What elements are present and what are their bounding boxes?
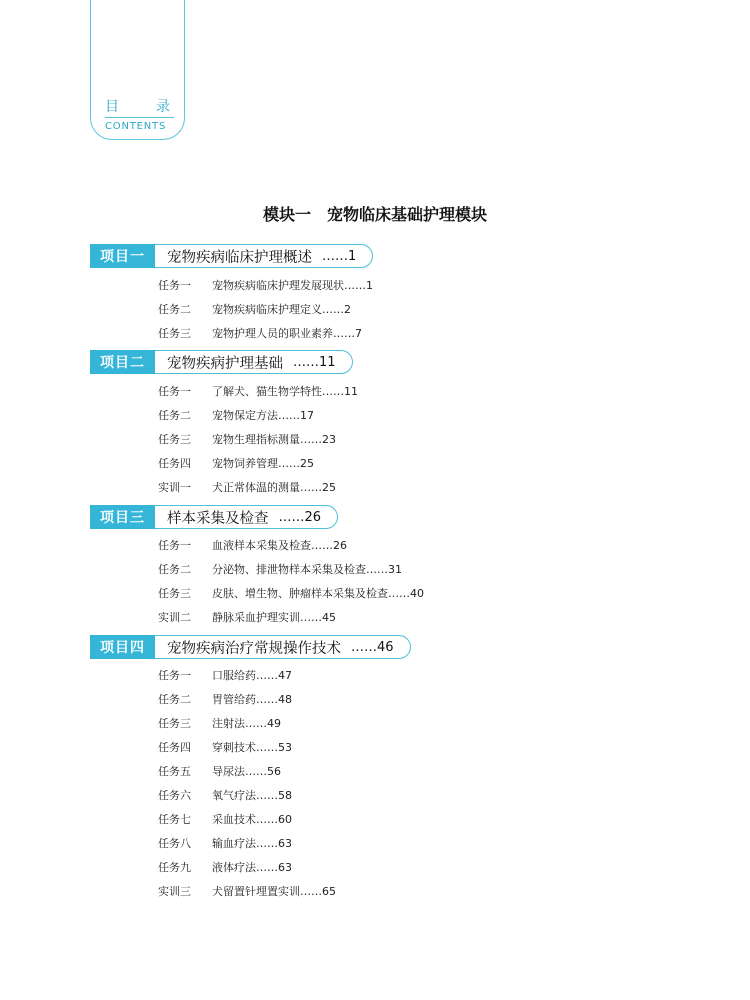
task-label: 任务九 [158,861,191,874]
task-label: 实训三 [158,885,191,898]
project-badge: 项目四 [90,635,155,659]
project-title-pill [155,244,373,268]
project-heading[interactable] [90,350,353,374]
task-entry[interactable] [158,786,292,804]
task-label: 任务二 [158,409,191,422]
task-entry[interactable] [158,324,362,342]
task-entry[interactable] [158,406,314,424]
task-entry[interactable] [158,276,373,294]
task-text: 了解犬、猫生物学特性……11 [212,385,358,398]
project-badge: 项目三 [90,505,155,529]
task-label: 任务一 [158,669,191,682]
mulu-char-1: 目 [105,99,121,115]
project-title: 宠物疾病临床护理概述 [167,249,312,266]
task-entry[interactable] [158,666,292,684]
task-entry[interactable] [158,714,281,732]
task-text: 皮肤、增生物、肿瘤样本采集及检查……40 [212,587,424,600]
project-title-pill [155,350,353,374]
project-title: 样本采集及检查 [167,510,269,527]
task-label: 任务二 [158,563,191,576]
task-label: 任务二 [158,303,191,316]
task-text: 注射法……49 [212,717,281,730]
task-text: 宠物保定方法……17 [212,409,314,422]
project-heading[interactable] [90,635,411,659]
task-text: 血液样本采集及检查……26 [212,539,347,552]
task-text: 犬正常体温的测量……25 [212,481,336,494]
task-entry[interactable] [158,454,314,472]
task-entry[interactable] [158,560,402,578]
task-entry[interactable] [158,382,358,400]
task-label: 任务六 [158,789,191,802]
project-title-pill [155,635,411,659]
task-label: 任务一 [158,279,191,292]
project-page: ……1 [322,248,357,264]
task-text: 穿刺技术……53 [212,741,292,754]
task-entry[interactable] [158,882,336,900]
task-label: 任务七 [158,813,191,826]
project-title: 宠物疾病护理基础 [167,355,283,372]
task-text: 宠物疾病临床护理定义……2 [212,303,351,316]
task-label: 任务四 [158,457,191,470]
task-entry[interactable] [158,430,336,448]
project-title: 宠物疾病治疗常规操作技术 [167,640,341,657]
task-label: 任务五 [158,765,191,778]
heading-divider [105,117,174,118]
task-entry[interactable] [158,300,351,318]
module-title: 模块一 宠物临床基础护理模块 [262,205,487,224]
task-text: 氧气疗法……58 [212,789,292,802]
mulu-heading [105,96,172,116]
task-label: 任务三 [158,717,191,730]
task-text: 宠物饲养管理……25 [212,457,314,470]
task-entry[interactable] [158,478,336,496]
task-text: 液体疗法……63 [212,861,292,874]
project-page: ……46 [351,639,394,655]
task-text: 采血技术……60 [212,813,292,826]
task-entry[interactable] [158,690,292,708]
task-entry[interactable] [158,536,347,554]
task-entry[interactable] [158,608,336,626]
task-label: 实训一 [158,481,191,494]
task-label: 任务四 [158,741,191,754]
contents-tab [90,0,185,140]
task-text: 犬留置针埋置实训……65 [212,885,336,898]
task-entry[interactable] [158,834,292,852]
task-text: 宠物护理人员的职业素养……7 [212,327,362,340]
project-page: ……11 [293,354,336,370]
task-entry[interactable] [158,858,292,876]
contents-label: CONTENTS [105,121,167,132]
task-label: 任务八 [158,837,191,850]
task-label: 任务三 [158,433,191,446]
task-label: 实训二 [158,611,191,624]
task-label: 任务一 [158,385,191,398]
task-label: 任务一 [158,539,191,552]
task-label: 任务三 [158,587,191,600]
project-page: ……26 [278,509,322,525]
task-entry[interactable] [158,762,281,780]
task-text: 静脉采血护理实训……45 [212,611,336,624]
task-label: 任务三 [158,327,191,340]
task-text: 胃管给药……48 [212,693,292,706]
task-text: 输血疗法……63 [212,837,292,850]
task-text: 导尿法……56 [212,765,281,778]
task-text: 口服给药……47 [212,669,292,682]
task-entry[interactable] [158,584,424,602]
project-heading[interactable] [90,244,373,268]
task-entry[interactable] [158,810,292,828]
project-badge: 项目一 [90,244,155,268]
task-text: 宠物生理指标测量……23 [212,433,336,446]
mulu-char-2: 录 [156,99,172,115]
project-heading[interactable] [90,505,338,529]
task-text: 分泌物、排泄物样本采集及检查……31 [212,563,402,576]
task-label: 任务二 [158,693,191,706]
task-entry[interactable] [158,738,292,756]
task-text: 宠物疾病临床护理发展现状……1 [212,279,373,292]
project-badge: 项目二 [90,350,155,374]
project-title-pill [155,505,338,529]
